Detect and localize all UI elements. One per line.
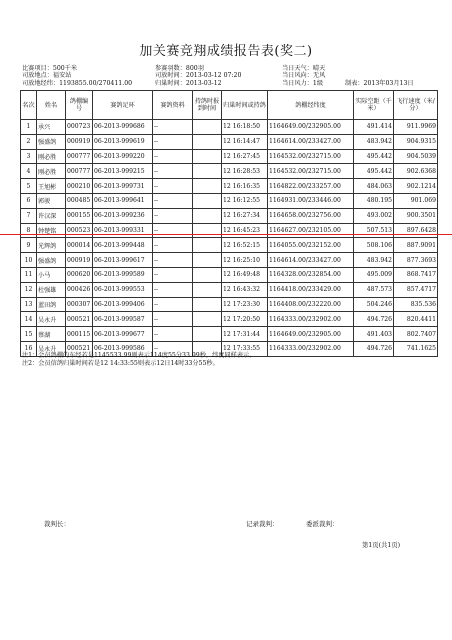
cell-ring: 06-2013-999586	[93, 341, 153, 356]
cell-distance: 508.106	[354, 238, 394, 253]
cell-ring: 06-2013-999587	[93, 312, 153, 327]
cell-coords: 1164627.00/232105.00	[268, 223, 354, 238]
info-col-1	[22, 65, 132, 87]
cell-distance: 495.009	[354, 267, 394, 282]
info-release-coords: 司放地经纬：1193855.00/270411.00	[22, 79, 133, 87]
cell-coords: 1164649.00/232905.00	[268, 120, 354, 135]
cell-loft-id: 000777	[66, 149, 93, 164]
cell-pigeon-info: --	[153, 341, 193, 356]
cell-distance: 483.942	[354, 134, 394, 149]
header-coords: 鸽棚经纬度	[268, 91, 354, 120]
info-weather: 当日天气：晴天	[282, 65, 326, 72]
table-row	[21, 312, 438, 327]
cell-name: 刚必胜	[37, 164, 66, 179]
cell-speed: 857.4717	[394, 282, 438, 297]
cell-ring: 06-2013-999686	[93, 120, 153, 135]
info-release-time: 司放时间：2013-03-12 07:20	[155, 72, 242, 80]
cell-report-time	[193, 134, 222, 149]
cell-speed: 902.1214	[394, 179, 438, 194]
cell-loft-id: 000521	[66, 312, 93, 327]
table-row	[21, 134, 438, 149]
cell-ring: 06-2013-999641	[93, 193, 153, 208]
cell-speed: 835.536	[394, 297, 438, 312]
table-row	[21, 193, 438, 208]
cell-ring: 06-2013-999589	[93, 267, 153, 282]
cell-loft-id: 000014	[66, 238, 93, 253]
info-wind-direction: 当日风向：无风	[282, 72, 326, 80]
cell-name: 蓝田鸽	[37, 297, 66, 312]
cell-pigeon-info: --	[153, 179, 193, 194]
cell-ring: 06-2013-999619	[93, 134, 153, 149]
table-row	[21, 297, 438, 312]
cell-rank: 11	[21, 267, 37, 282]
info-release-site: 司放地点：福安站	[22, 72, 72, 80]
cell-report-time	[193, 208, 222, 223]
table-row	[21, 164, 438, 179]
header-speed: 飞行速度（米/分）	[394, 91, 438, 120]
cell-name: 吴永升	[37, 341, 66, 356]
cell-arrival-time: 12 17:31:44	[222, 327, 268, 342]
cell-arrival-time: 12 16:12:55	[222, 193, 268, 208]
cell-name: 钟楚铭	[37, 223, 66, 238]
table-header-row	[21, 91, 438, 120]
info-col-2	[155, 65, 241, 87]
table-row	[21, 253, 438, 268]
table-row	[21, 327, 438, 342]
cell-loft-id: 000155	[66, 208, 93, 223]
info-table-date	[345, 80, 414, 87]
cell-report-time	[193, 238, 222, 253]
cell-pigeon-info: --	[153, 164, 193, 179]
cell-coords: 1164822.00/233257.00	[268, 179, 354, 194]
cell-arrival-time: 12 17:20:50	[222, 312, 268, 327]
cell-coords: 1164328.00/232854.00	[268, 267, 354, 282]
cell-arrival-time: 12 16:16:35	[222, 179, 268, 194]
cell-ring: 06-2013-999553	[93, 282, 153, 297]
cell-loft-id: 000426	[66, 282, 93, 297]
notes	[22, 352, 255, 368]
cell-rank: 6	[21, 193, 37, 208]
note-2: 注2：会员信鸽归巢时间若是12 14:33:55则表示12日14时33分55秒。	[22, 360, 219, 367]
cell-pigeon-info: --	[153, 149, 193, 164]
cell-rank: 2	[21, 134, 37, 149]
cell-coords: 1164333.00/232902.00	[268, 312, 354, 327]
cell-name: 小马	[37, 267, 66, 282]
cell-rank: 8	[21, 223, 37, 238]
cell-loft-id: 000485	[66, 193, 93, 208]
cell-ring: 06-2013-999236	[93, 208, 153, 223]
cell-distance: 507.513	[354, 223, 394, 238]
cell-arrival-time: 12 16:45:23	[222, 223, 268, 238]
report-title: 加关赛竞翔成绩报告表(奖二)	[139, 44, 313, 59]
cell-ring: 06-2013-999331	[93, 223, 153, 238]
results-body	[21, 120, 438, 357]
cell-coords: 1164532.00/232715.00	[268, 149, 354, 164]
cell-arrival-time: 12 17:33:55	[222, 341, 268, 356]
cell-speed: 897.6428	[394, 223, 438, 238]
cell-loft-id: 000723	[66, 120, 93, 135]
cell-pigeon-info: --	[153, 238, 193, 253]
cell-ring: 06-2013-999448	[93, 238, 153, 253]
table-row	[21, 149, 438, 164]
cell-arrival-time: 12 16:27:34	[222, 208, 268, 223]
cell-name: 郭骏	[37, 193, 66, 208]
cell-ring: 06-2013-999677	[93, 327, 153, 342]
table-row	[21, 208, 438, 223]
cell-name: 吴永升	[37, 312, 66, 327]
cell-speed: 802.7407	[394, 327, 438, 342]
info-return-date: 归巢时间：2013-03-12	[155, 79, 222, 87]
cell-distance: 495.442	[354, 164, 394, 179]
cell-distance: 493.002	[354, 208, 394, 223]
cell-coords: 1164055.00/232152.00	[268, 238, 354, 253]
cell-pigeon-info: --	[153, 297, 193, 312]
info-entries: 参赛羽数：800羽	[155, 65, 204, 72]
cell-distance: 487.573	[354, 282, 394, 297]
info-wind-force: 当日风力：1级	[282, 79, 324, 87]
cell-report-time	[193, 282, 222, 297]
header-report-time: 持鸽时报到时间	[193, 91, 222, 120]
cell-distance: 480.195	[354, 193, 394, 208]
cell-distance: 483.942	[354, 253, 394, 268]
cell-arrival-time: 12 16:28:53	[222, 164, 268, 179]
cell-speed: 901.069	[394, 193, 438, 208]
cell-report-time	[193, 327, 222, 342]
table-row	[21, 120, 438, 135]
header-distance: 实际空距（千米）	[354, 91, 394, 120]
info-col-3	[282, 65, 325, 87]
cell-ring: 06-2013-999731	[93, 179, 153, 194]
cell-report-time	[193, 297, 222, 312]
cell-coords: 1164408.00/232220.00	[268, 297, 354, 312]
header-pigeon-info: 赛鸽资料	[153, 91, 193, 120]
cell-arrival-time: 12 16:49:48	[222, 267, 268, 282]
cell-ring: 06-2013-999617	[93, 253, 153, 268]
cell-pigeon-info: --	[153, 134, 193, 149]
cell-rank: 16	[21, 341, 37, 356]
cell-name: 杜强雄	[37, 282, 66, 297]
cell-coords: 1164333.00/232902.00	[268, 341, 354, 356]
cell-speed: 868.7417	[394, 267, 438, 282]
cell-coords: 1164931.00/233446.00	[268, 193, 354, 208]
cell-name: 许汉深	[37, 208, 66, 223]
cell-rank: 15	[21, 327, 37, 342]
cell-loft-id: 000777	[66, 164, 93, 179]
cell-speed: 877.3693	[394, 253, 438, 268]
cell-rank: 13	[21, 297, 37, 312]
cell-loft-id: 000210	[66, 179, 93, 194]
header-loft-id: 鸽棚编号	[66, 91, 93, 120]
cell-distance: 494.726	[354, 312, 394, 327]
cell-loft-id: 000919	[66, 134, 93, 149]
cell-coords: 1164614.00/233427.00	[268, 134, 354, 149]
results-table	[20, 90, 438, 357]
cell-arrival-time: 12 16:43:32	[222, 282, 268, 297]
cell-distance: 491.403	[354, 327, 394, 342]
cell-rank: 1	[21, 120, 37, 135]
cell-speed: 900.3501	[394, 208, 438, 223]
cell-ring: 06-2013-999406	[93, 297, 153, 312]
cell-rank: 5	[21, 179, 37, 194]
cell-speed: 904.5039	[394, 149, 438, 164]
cell-speed: 887.9091	[394, 238, 438, 253]
info-event: 比赛项目：500千米	[22, 65, 78, 72]
cell-arrival-time: 12 16:27:45	[222, 149, 268, 164]
cell-report-time	[193, 253, 222, 268]
note-1: 注1：会员鸽棚的东经若是1145533.99则表示114度55分33.99秒，纬度同样表示。	[22, 352, 256, 359]
cell-pigeon-info: --	[153, 312, 193, 327]
cell-name: 强盛鸽	[37, 134, 66, 149]
cell-report-time	[193, 193, 222, 208]
cell-speed: 902.6368	[394, 164, 438, 179]
cell-distance: 495.442	[354, 149, 394, 164]
cell-loft-id: 000620	[66, 267, 93, 282]
cell-speed: 820.4411	[394, 312, 438, 327]
cell-report-time	[193, 149, 222, 164]
cell-pigeon-info: --	[153, 267, 193, 282]
cell-rank: 4	[21, 164, 37, 179]
cell-pigeon-info: --	[153, 223, 193, 238]
header-rank: 名次	[21, 91, 37, 120]
header-arrival-time: 归巢时间或持鸽	[222, 91, 268, 120]
cell-coords: 1164614.00/233427.00	[268, 253, 354, 268]
cell-pigeon-info: --	[153, 120, 193, 135]
cell-report-time	[193, 164, 222, 179]
cell-distance: 491.414	[354, 120, 394, 135]
cell-report-time	[193, 223, 222, 238]
cell-loft-id: 000521	[66, 341, 93, 356]
cell-distance: 484.063	[354, 179, 394, 194]
cell-pigeon-info: --	[153, 208, 193, 223]
page-number: 第1页(共1页)	[362, 542, 401, 549]
table-row	[21, 238, 438, 253]
cell-name: 承兴	[37, 120, 66, 135]
header-ring: 赛鸽足环	[93, 91, 153, 120]
cell-speed: 904.9315	[394, 134, 438, 149]
table-row	[21, 267, 438, 282]
red-divider-line	[0, 234, 452, 235]
table-row	[21, 179, 438, 194]
cell-arrival-time: 12 16:25:10	[222, 253, 268, 268]
cell-distance: 494.726	[354, 341, 394, 356]
cell-rank: 7	[21, 208, 37, 223]
cell-arrival-time: 12 17:23:30	[222, 297, 268, 312]
cell-coords: 1164418.00/233429.00	[268, 282, 354, 297]
cell-loft-id: 000919	[66, 253, 93, 268]
cell-loft-id: 000307	[66, 297, 93, 312]
cell-name: 王旭彬	[37, 179, 66, 194]
cell-name: 刚必胜	[37, 149, 66, 164]
cell-ring: 06-2013-999215	[93, 164, 153, 179]
cell-rank: 3	[21, 149, 37, 164]
cell-rank: 9	[21, 238, 37, 253]
cell-name: 光辉鸽	[37, 238, 66, 253]
cell-pigeon-info: --	[153, 193, 193, 208]
footer-recorder: 记录裁判：	[246, 520, 279, 528]
cell-ring: 06-2013-999220	[93, 149, 153, 164]
cell-speed: 741.1625	[394, 341, 438, 356]
cell-coords: 1164658.00/232756.00	[268, 208, 354, 223]
footer-judge: 裁判长：	[44, 520, 70, 528]
cell-coords: 1164532.00/232715.00	[268, 164, 354, 179]
cell-name: 蔡湖	[37, 327, 66, 342]
cell-report-time	[193, 120, 222, 135]
cell-pigeon-info: --	[153, 253, 193, 268]
cell-arrival-time: 12 16:52:15	[222, 238, 268, 253]
cell-arrival-time: 12 16:18:50	[222, 120, 268, 135]
cell-rank: 12	[21, 282, 37, 297]
cell-loft-id: 000523	[66, 223, 93, 238]
table-date: 制表：2013年03月13日	[345, 79, 414, 87]
cell-name: 强盛鸽	[37, 253, 66, 268]
cell-speed: 911.9969	[394, 120, 438, 135]
footer-delegate: 委派裁判：	[306, 520, 339, 528]
cell-report-time	[193, 179, 222, 194]
cell-arrival-time: 12 16:14:47	[222, 134, 268, 149]
cell-pigeon-info: --	[153, 282, 193, 297]
header-name: 姓名	[37, 91, 66, 120]
cell-loft-id: 000115	[66, 327, 93, 342]
cell-distance: 504.246	[354, 297, 394, 312]
cell-rank: 10	[21, 253, 37, 268]
table-row	[21, 223, 438, 238]
cell-rank: 14	[21, 312, 37, 327]
cell-report-time	[193, 312, 222, 327]
cell-report-time	[193, 267, 222, 282]
table-row	[21, 282, 438, 297]
cell-pigeon-info: --	[153, 327, 193, 342]
cell-coords: 1164649.00/232905.00	[268, 327, 354, 342]
